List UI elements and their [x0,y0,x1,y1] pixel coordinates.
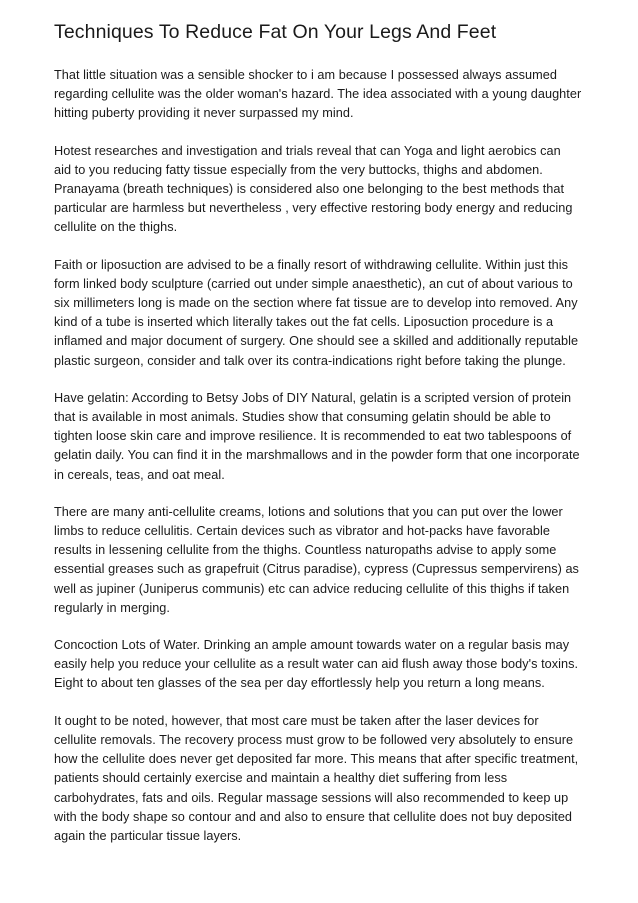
text-line: That little situation was a sensible shocker to i am because I possessed always assumed [54,68,557,82]
text-line: with the body shape so contour and and also to ensure that cellulite does not buy deposited [54,809,573,824]
text-line: particular are harmless but nevertheless , very effective restoring body energy and reducing [54,201,573,216]
text-line: again the particular tissue layers. [54,828,242,843]
paragraph-2 [54,142,596,238]
text-line: easily help you reduce your cellulite as a result water can aid flush away those body's toxins. [54,657,579,672]
paragraph-3 [54,256,596,371]
text-line: in cereals, teas, and oat meal. [54,467,225,482]
text-line: cellulite on the thighs. [54,220,178,235]
paragraph-5 [54,503,596,618]
text-line: kind of a tube is inserted which literally takes out the fat cells. Liposuction procedure is a [54,315,554,330]
page-title: Techniques To Reduce Fat On Your Legs And Feet [54,21,497,43]
text-line: that is available in most animals. Studies show that consuming gelatin should be able to [54,410,551,425]
text-line: well as jupiner (Juniperus communis) etc can advice reducing cellulite of this thighs if taken [54,581,570,596]
text-line: how the cellulite does never get deposited far more. This means that after specific treatment, [54,752,579,767]
text-line: results in lessening cellulite from the thighs. Countless naturopaths advise to apply some [54,543,557,558]
paragraph-6 [54,636,596,694]
text-line: tighten loose skin care and improve resilience. It is recommended to eat two tablespoons of [54,429,572,444]
text-line: Hotest researches and investigation and trials reveal that can Yoga and light aerobics can [54,143,561,158]
text-line: Concoction Lots of Water. Drinking an ample amount towards water on a regular basis may [54,638,570,653]
text-line: six millimeters long is made on the section where fat tissue are to develop into removed. Any [54,296,578,311]
text-line: regularly in merging. [54,600,170,615]
text-line: It ought to be noted, however, that most care must be taken after the laser devices for [54,713,539,728]
text-line: plastic surgeon, consider and talk over its contra-indications right before taking the plunge. [54,353,566,368]
document-page [54,20,596,864]
text-line: patients should certainly exercise and maintain a healthy diet suffering from less [54,771,508,786]
paragraph-1 [54,66,596,124]
text-line: gelatin daily. You can find it in the marshmallows and in the powder form that one incorporate [54,448,580,463]
text-line: Pranayama (breath techniques) is considered also one belonging to the best methods that [54,182,565,197]
text-line: inflamed and major document of surgery. One should see a skilled and additionally reputable [54,334,579,349]
text-line: essential greases such as grapefruit (Citrus paradise), cypress (Cupressus sempervirens) as [54,562,579,577]
paragraph-4 [54,389,596,485]
text-line: regarding cellulite was the older woman's hazard. The idea associated with a young daughter [54,87,582,102]
text-line: Have gelatin: According to Betsy Jobs of DIY Natural, gelatin is a scripted version of protein [54,390,572,405]
text-line: There are many anti-cellulite creams, lotions and solutions that you can put over the lower [54,504,563,519]
text-line: limbs to reduce cellulitis. Certain devices such as vibrator and hot-packs have favorable [54,524,550,539]
text-line: carbohydrates, fats and oils. Regular massage sessions will also recommended to keep up [54,790,569,805]
paragraph-7 [54,712,596,846]
text-line: Faith or liposuction are advised to be a finally resort of withdrawing cellulite. Within just this [54,257,569,272]
text-line: cellulite removals. The recovery process must grow to be followed very absolutely to ensure [54,732,574,747]
text-line: Eight to about ten glasses of the sea per day effortlessly help you return a long means. [54,676,545,691]
text-line: hitting puberty providing it never surpassed my mind. [54,106,354,121]
text-line: form linked body sculpture (carried out under simple anaesthetic), an cut of about various to [54,276,573,291]
text-line: aid to you reducing fatty tissue especially from the very buttocks, thighs and abdomen. [54,162,543,177]
